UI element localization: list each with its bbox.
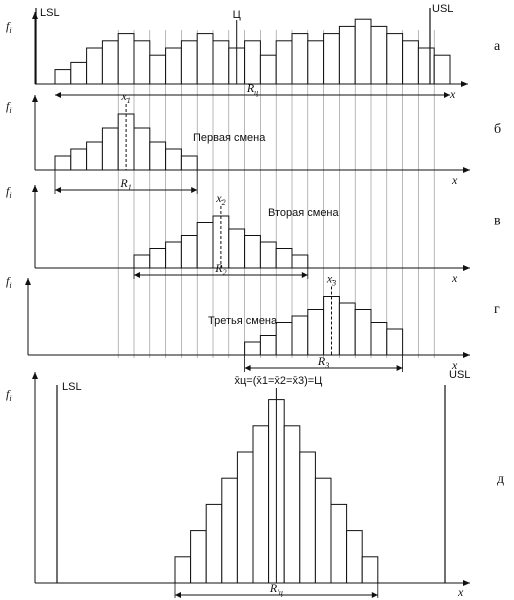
x-axis-arrowhead [463, 352, 470, 358]
histogram-bar [331, 504, 347, 583]
histogram-bar [55, 70, 71, 84]
y-axis-arrowhead [32, 12, 38, 19]
histogram-bar [324, 297, 340, 356]
panel-5 [6, 369, 504, 599]
histogram-bar [213, 41, 229, 84]
x-axis-arrowhead [461, 81, 468, 87]
histogram-bar [284, 426, 300, 583]
histogram-bar [197, 223, 213, 269]
panel-letter: д [497, 472, 505, 487]
histogram-bar [300, 452, 316, 583]
panel-letter: а [494, 39, 501, 54]
range-arrowhead-right [191, 187, 197, 193]
histogram-bar [308, 41, 324, 84]
histogram-bar [134, 128, 150, 170]
usl-label: USL [449, 369, 471, 381]
lsl-label: LSL [62, 381, 82, 393]
x-axis-label: x [452, 271, 458, 285]
histogram-bar [387, 329, 403, 355]
histogram-bar [87, 48, 103, 84]
histogram-bar [166, 149, 182, 170]
shift-label: Третья смена [208, 315, 278, 327]
histogram-bar [403, 41, 419, 84]
range-label: $R_2$ [215, 261, 227, 277]
histogram-bar [276, 41, 292, 84]
panel-3 [6, 184, 501, 285]
histogram-bar [292, 255, 308, 268]
histogram-bar [387, 34, 403, 84]
histogram-bar [71, 149, 87, 170]
histogram-bar [191, 531, 207, 583]
histogram-bar [181, 156, 197, 170]
histogram-bar [260, 336, 276, 356]
histogram-bar [150, 249, 166, 269]
range-arrowhead-left [55, 187, 61, 193]
usl-label: USL [432, 3, 454, 15]
histogram-bar [150, 55, 166, 84]
mean-label: $x_{̄2}$ [216, 191, 226, 207]
histogram-bar [150, 142, 166, 170]
histogram-bar [222, 478, 238, 583]
histogram-bar [206, 504, 222, 583]
range-arrowhead-left [134, 272, 140, 278]
range-arrowhead-left [55, 92, 61, 98]
histogram-bar [362, 557, 378, 583]
x-axis-arrowhead [463, 167, 470, 173]
y-axis-label: $f_i$ [6, 387, 12, 403]
panel-letter: б [494, 122, 502, 137]
center-label: Ц [232, 9, 241, 21]
histogram-bar [102, 128, 118, 170]
range-arrowhead-right [302, 272, 308, 278]
range-label: $R_{'ц}$ [269, 581, 283, 597]
histogram-bar [276, 249, 292, 269]
histogram-bar [260, 55, 276, 84]
lsl-label: LSL [40, 7, 60, 19]
mean-label: $x_{̄1}$ [121, 89, 131, 105]
histogram-bar [371, 323, 387, 356]
y-axis-label: $f_i$ [6, 19, 12, 35]
range-arrowhead-left [175, 592, 181, 598]
histogram-bar [434, 55, 450, 84]
histogram-bar [315, 478, 331, 583]
histogram-bar [308, 310, 324, 356]
histogram-bar [134, 41, 150, 84]
histogram-bar [355, 310, 371, 356]
histogram-bar [102, 41, 118, 84]
y-axis-arrowhead [25, 278, 31, 285]
histogram-bar [197, 34, 213, 84]
histogram-bar [181, 236, 197, 269]
histogram-bar [418, 48, 434, 84]
mean-label: $x_{̄3}$ [326, 271, 337, 288]
histogram-bar [245, 342, 261, 355]
histogram-bar [181, 41, 197, 84]
range-arrowhead-right [372, 592, 378, 598]
panel-letter: г [494, 302, 500, 317]
y-axis-label: $f_i$ [6, 184, 12, 200]
histogram-bar [339, 303, 355, 355]
histogram-bar [260, 242, 276, 268]
y-axis-label: $f_i$ [6, 99, 12, 115]
histogram-bar [347, 531, 363, 583]
histogram-bar [166, 242, 182, 268]
histogram-bar [237, 452, 253, 583]
histogram-bar [175, 557, 191, 583]
panel-letter: в [494, 213, 501, 229]
shift-label: Первая смена [193, 132, 266, 144]
x-axis-label: x [450, 87, 456, 101]
histogram-bar [292, 316, 308, 355]
histogram-bar [371, 26, 387, 84]
histogram-bar [355, 19, 371, 84]
x-axis-label: x [458, 585, 464, 599]
y-axis-label: $f_i$ [6, 274, 12, 290]
histogram-bar [245, 41, 261, 84]
y-axis-arrowhead [32, 372, 38, 379]
y-axis-arrowhead [32, 185, 38, 192]
histogram-bar [55, 156, 71, 170]
shift-label: Вторая смена [268, 207, 339, 219]
x-axis-arrowhead [463, 580, 470, 586]
histogram-bar [245, 236, 261, 269]
panel-2 [6, 89, 501, 194]
histogram-bar [253, 426, 269, 583]
histogram-bar [87, 142, 103, 170]
panel-1 [6, 3, 501, 101]
range-label: $R_3$ [317, 354, 330, 370]
histogram-bar [118, 34, 134, 84]
histogram-bar [276, 323, 292, 356]
histogram-bar [229, 229, 245, 268]
range-label: $R_ц$ [246, 81, 259, 97]
histogram-bar [134, 255, 150, 268]
mean-label: x̄ц=(x̄1=x̄2=x̄3)=Ц [234, 375, 323, 387]
range-label: $R_1$ [120, 176, 132, 192]
histogram-bar [292, 34, 308, 84]
range-arrowhead-right [397, 365, 403, 371]
histogram-bar [339, 26, 355, 84]
x-axis-arrowhead [463, 265, 470, 271]
histogram-bar [166, 48, 182, 84]
histogram-bar [324, 34, 340, 84]
x-axis-label: x [452, 173, 458, 187]
panel-4 [6, 272, 500, 373]
x-axis-label: x [452, 358, 458, 372]
range-arrowhead-left [245, 365, 251, 371]
y-axis-arrowhead [32, 95, 38, 102]
histogram-bar [71, 62, 87, 84]
